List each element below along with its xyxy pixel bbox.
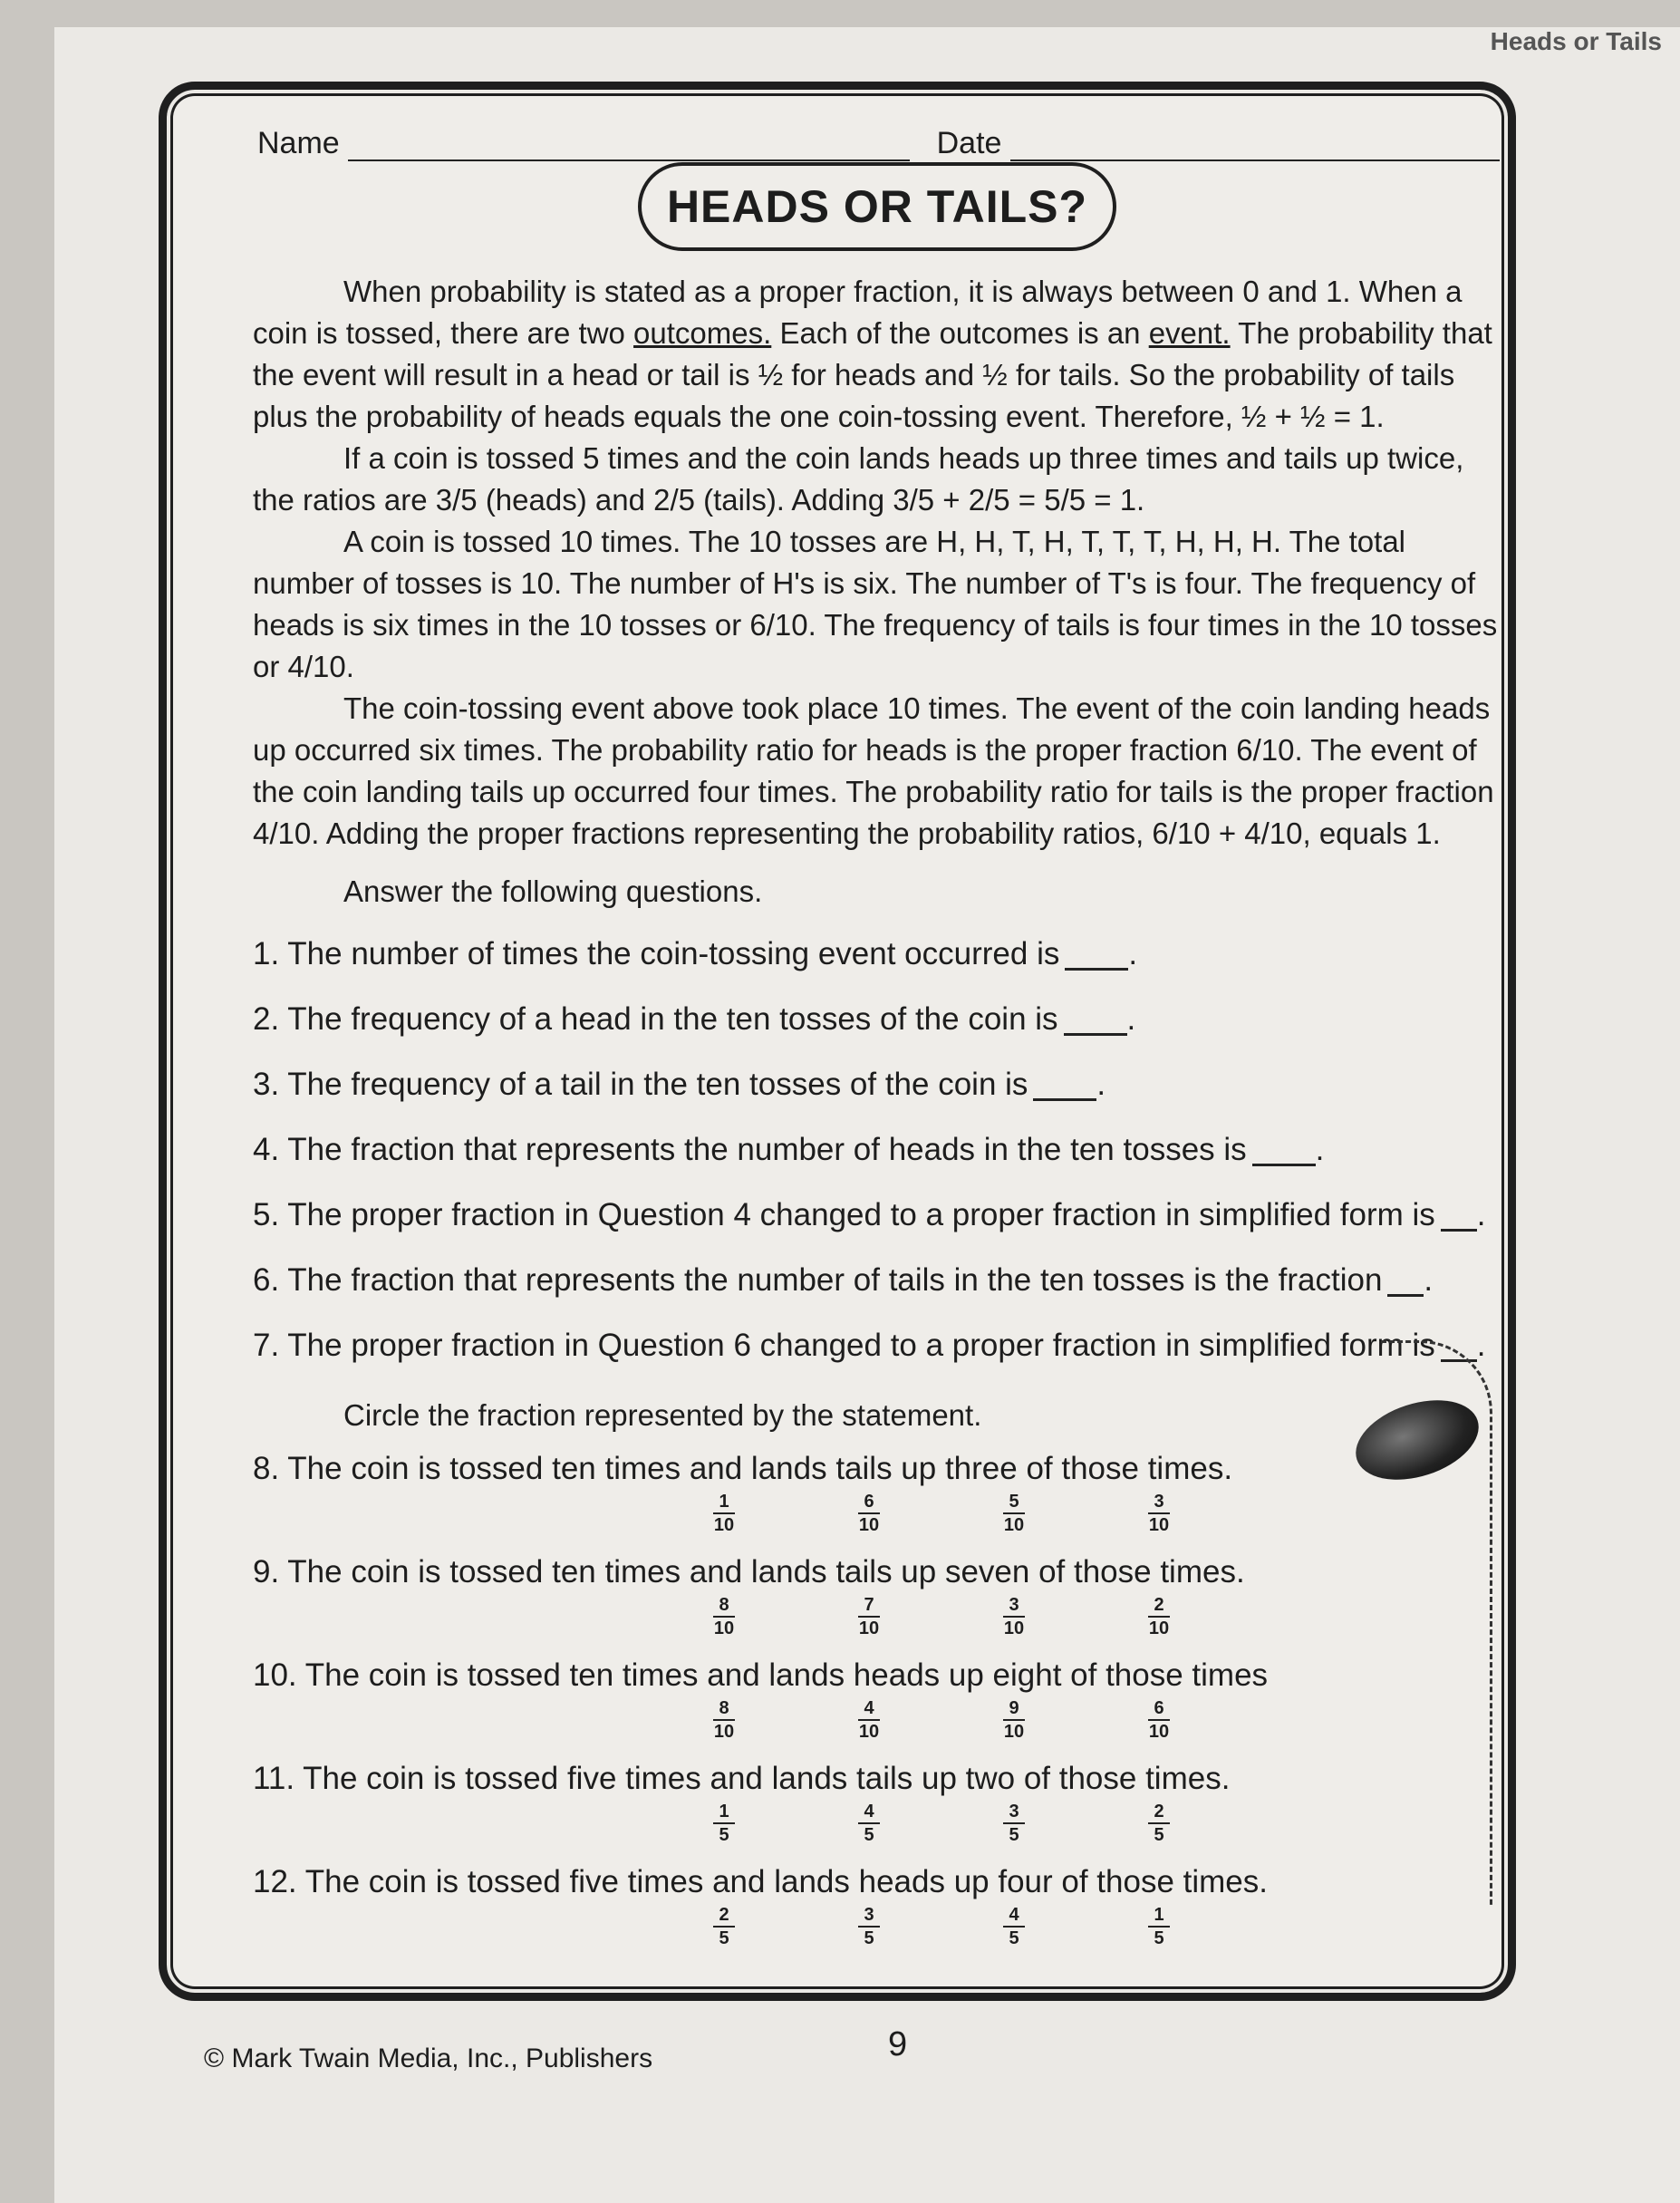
fraction-choice[interactable] [797,1596,941,1638]
fraction-bar [1003,1616,1025,1618]
fraction-denominator: 10 [1148,1722,1170,1742]
fraction-bar [713,1616,735,1618]
circle-question-list [253,1445,1503,1947]
fraction-choice[interactable] [797,1802,941,1844]
fraction-numerator: 2 [1154,1802,1164,1821]
fraction-choice[interactable] [652,1699,797,1741]
answer-blank-6[interactable] [1387,1267,1424,1297]
fraction-choice[interactable] [652,1906,797,1947]
name-label: Name [257,126,340,160]
fraction-choice[interactable] [941,1596,1086,1638]
fraction-choice[interactable] [1086,1493,1231,1534]
question-5: 5. The proper fraction in Question 4 changed to a proper fraction in simplified form is . [253,1197,1486,1232]
answer-blank-5[interactable] [1441,1202,1477,1232]
question-list [253,922,1503,1378]
fraction-denominator: 5 [719,1825,729,1845]
example-paragraph: If a coin is tossed 5 times and the coin lands heads up three times and tails up twice, the ratios are 3/5 (heads) and 2/5 (tails). Adding 3/5 + 2/5 = 5/5 = 1. [253,441,1464,517]
fraction-denominator: 10 [858,1515,880,1535]
name-field[interactable] [348,130,910,161]
circle-question-12 [253,1859,1503,1947]
circle-question-text: 12. The coin is tossed five times and lands heads up four of those times. [253,1864,1268,1899]
circle-question-11 [253,1755,1503,1844]
worksheet-frame [159,82,1516,2001]
question-7: 7. The proper fraction in Question 6 changed to a proper fraction in simplified form is . [253,1328,1486,1363]
fraction-choice[interactable] [797,1906,941,1947]
fraction-numerator: 1 [719,1802,729,1821]
fraction-denominator: 5 [1154,1825,1164,1845]
fraction-numerator: 3 [1009,1595,1019,1615]
fraction-denominator: 10 [858,1722,880,1742]
fraction-denominator: 10 [858,1618,880,1638]
fraction-choice[interactable] [1086,1699,1231,1741]
answer-blank-3[interactable] [1033,1071,1096,1101]
question-6: 6. The fraction that represents the number of tails in the ten tosses is the fraction . [253,1262,1434,1298]
fraction-numerator: 3 [864,1905,874,1925]
fraction-denominator: 5 [1154,1928,1164,1948]
fraction-bar [858,1512,880,1514]
fraction-bar [858,1822,880,1824]
fraction-bar [1003,1822,1025,1824]
circle-question-text: 11. The coin is tossed five times and lands tails up two of those times. [253,1761,1231,1796]
fraction-choice[interactable] [1086,1596,1231,1638]
publisher-footer: © Mark Twain Media, Inc., Publishers [204,2044,653,2073]
fraction-bar [1148,1926,1170,1928]
fraction-numerator: 8 [719,1595,729,1615]
worksheet-body [253,271,1503,1962]
fraction-choice[interactable] [797,1699,941,1741]
fraction-numerator: 3 [1009,1802,1019,1821]
fraction-bar [1148,1822,1170,1824]
question-2: 2. The frequency of a head in the ten tosses of the coin is . [253,1001,1136,1037]
circle-question-9 [253,1549,1503,1638]
circle-question-8 [253,1445,1503,1534]
circle-question-text: 8. The coin is tossed ten times and lands tails up three of those times. [253,1451,1233,1486]
fraction-denominator: 10 [1003,1722,1025,1742]
fraction-denominator: 10 [713,1722,735,1742]
date-label: Date [936,126,1002,160]
fraction-numerator: 9 [1009,1698,1019,1718]
fraction-bar [713,1926,735,1928]
fraction-denominator: 5 [1009,1825,1019,1845]
fraction-choice[interactable] [797,1493,941,1534]
fraction-denominator: 10 [1003,1515,1025,1535]
circle-question-text: 9. The coin is tossed ten times and lands tails up seven of those times. [253,1554,1245,1589]
running-header: Heads or Tails [1490,27,1662,55]
name-date-row [257,126,1500,161]
fraction-choice[interactable] [941,1493,1086,1534]
fraction-numerator: 7 [864,1595,874,1615]
fraction-denominator: 10 [713,1618,735,1638]
fraction-numerator: 2 [1154,1595,1164,1615]
fraction-bar [1148,1719,1170,1721]
answer-blank-1[interactable] [1065,941,1128,971]
intro-paragraph: When probability is stated as a proper fraction, it is always between 0 and 1. When a coin is tossed, there are two outcomes. Each of the outcomes is an event. The probability that the event will result in a head or tail is ½ for heads and ½ for tails. So the probability of tails plus the probability of heads equals the one coin-tossing event. Therefore, ½ + ½ = 1. [253,275,1492,433]
fraction-numerator: 1 [719,1492,729,1512]
fraction-numerator: 5 [1009,1492,1019,1512]
question-4: 4. The fraction that represents the number of heads in the ten tosses is . [253,1132,1325,1167]
answer-blank-2[interactable] [1064,1006,1127,1036]
fraction-bar [858,1719,880,1721]
fraction-choice[interactable] [941,1699,1086,1741]
fraction-denominator: 5 [719,1928,729,1948]
fraction-numerator: 4 [864,1802,874,1821]
fraction-choice[interactable] [1086,1802,1231,1844]
worksheet-page [54,27,1680,2203]
date-field[interactable] [1010,130,1500,161]
fraction-numerator: 4 [1009,1905,1019,1925]
instruction-circle: Circle the fraction represented by the statement. [343,1398,982,1432]
tosses-paragraph: A coin is tossed 10 times. The 10 tosses are H, H, T, H, T, T, T, H, H, H. The total number of tosses is 10. The number of H's is six. The number of T's is four. The frequency of heads is six times in the 10 tosses or 6/10. The frequency of tails is four times in the 10 tosses or 4/10. [253,525,1498,683]
fraction-choice[interactable] [652,1596,797,1638]
ratio-paragraph: The coin-tossing event above took place 10 times. The event of the coin landing heads up occurred six times. The probability ratio for heads is the proper fraction 6/10. The event of the coin landing tails up occurred four times. The probability ratio for tails is the proper fraction 4/10. Adding the proper fractions representing the probability ratios, 6/10 + 4/10, equals 1. [253,691,1494,850]
fraction-denominator: 10 [1148,1618,1170,1638]
fraction-bar [713,1719,735,1721]
fraction-bar [1148,1512,1170,1514]
coin-illustration [1354,1340,1499,1902]
fraction-numerator: 3 [1154,1492,1164,1512]
fraction-choice[interactable] [941,1906,1086,1947]
fraction-denominator: 10 [1148,1515,1170,1535]
fraction-bar [1003,1926,1025,1928]
fraction-denominator: 5 [1009,1928,1019,1948]
fraction-choice[interactable] [652,1493,797,1534]
fraction-numerator: 6 [1154,1698,1164,1718]
fraction-denominator: 10 [1003,1618,1025,1638]
fraction-numerator: 1 [1154,1905,1164,1925]
fraction-denominator: 10 [713,1515,735,1535]
fraction-bar [1003,1512,1025,1514]
page-number: 9 [888,2025,908,2063]
fraction-numerator: 8 [719,1698,729,1718]
question-1: 1. The number of times the coin-tossing event occurred is . [253,936,1138,971]
circle-question-10 [253,1652,1503,1741]
fraction-bar [713,1822,735,1824]
fraction-bar [1003,1719,1025,1721]
fraction-choice[interactable] [941,1802,1086,1844]
circle-question-text: 10. The coin is tossed ten times and lands heads up eight of those times [253,1657,1269,1693]
fraction-choice[interactable] [652,1802,797,1844]
fraction-numerator: 2 [719,1905,729,1925]
answer-blank-4[interactable] [1252,1136,1316,1166]
fraction-bar [858,1616,880,1618]
fraction-numerator: 6 [864,1492,874,1512]
fraction-denominator: 5 [864,1928,874,1948]
question-3: 3. The frequency of a tail in the ten tosses of the coin is . [253,1067,1106,1102]
fraction-choice[interactable] [1086,1906,1231,1947]
fraction-choices [652,1906,1503,1947]
fraction-numerator: 4 [864,1698,874,1718]
instruction-answer: Answer the following questions. [343,874,763,908]
fraction-bar [713,1512,735,1514]
fraction-bar [858,1926,880,1928]
fraction-denominator: 5 [864,1825,874,1845]
fraction-bar [1148,1616,1170,1618]
page-title: HEADS OR TAILS? [638,162,1116,251]
